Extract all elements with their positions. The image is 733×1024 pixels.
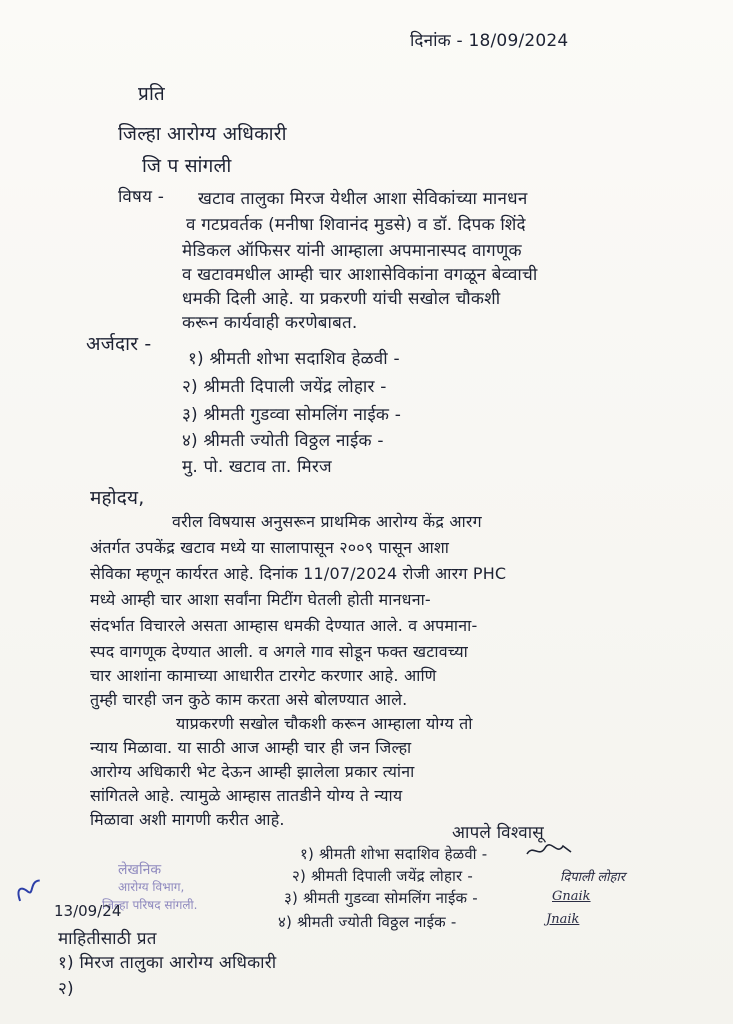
subject-label: विषय - [118, 187, 165, 207]
body-line: मिळावा अशी मागणी करीत आहे. [90, 810, 285, 829]
body-line: चार आशांना कामाच्या आधारीत टारगेट करणार आहे. आणि [90, 666, 437, 685]
subject-line: करून कार्यवाही करणेबाबत. [182, 313, 358, 333]
signatory-line: १) श्रीमती शोभा सदाशिव हेळवी - [300, 845, 488, 863]
body-line: मध्ये आम्ही चार आशा सर्वांना मिटींग घेतली होती मानधना- [90, 590, 431, 609]
letter-date: दिनांक - 18/09/2024 [410, 31, 569, 51]
stamp-handwritten-date: 13/09/24 [54, 902, 122, 920]
signatory-line: ४) श्रीमती ज्योती विठ्ठल नाईक - [278, 913, 457, 931]
info-copy-title: माहितीसाठी प्रत [58, 929, 157, 949]
stamp-office: जिल्हा परिषद सांगली. [102, 898, 198, 912]
signatory-line: २) श्रीमती दिपाली जयेंद्र लोहार - [292, 867, 473, 885]
subject-line: मेडिकल ऑफिसर यांनी आम्हाला अपमानास्पद वागणूक [182, 241, 522, 261]
closing: आपले विश्वासू [452, 823, 544, 843]
body-line: सांगितले आहे. त्यामुळे आम्हास तातडीने योग्य ते न्याय [90, 786, 403, 805]
signature-4: Jnaik [546, 912, 580, 927]
signature-1-scribble [525, 840, 575, 860]
recipient-line-1: जिल्हा आरोग्य अधिकारी [118, 123, 287, 145]
body-line: याप्रकरणी सखोल चौकशी करून आम्हाला योग्य तो [176, 714, 473, 733]
subject-line: खटाव तालुका मिरज येथील आशा सेविकांच्या मानधन [198, 189, 528, 209]
body-line: आरोग्य अधिकारी भेट देऊन आम्ही झालेला प्रकार त्यांना [90, 762, 415, 781]
subject-line: व खटावमधील आम्ही चार आशासेविकांना वगळून बेव्वाची [182, 265, 538, 285]
body-line: तुम्ही चारही जन कुठे काम करता असे बोलण्यात आले. [90, 690, 408, 709]
signature-2: दिपाली लोहार [560, 870, 626, 885]
salutation: महोदय, [90, 487, 145, 509]
body-line: न्याय मिळावा. या साठी आज आम्ही चार ही जन जिल्हा [90, 738, 412, 757]
applicant-item: २) श्रीमती दिपाली जयेंद्र लोहार - [182, 377, 387, 397]
subject-line: व गटप्रवर्तक (मनीषा शिवानंद मुडसे) व डॉ. दिपक शिंदे [186, 215, 526, 235]
signature-3: Gnaik [552, 889, 591, 904]
stamp-dept: आरोग्य विभाग, [118, 880, 185, 894]
applicant-item: १) श्रीमती शोभा सदाशिव हेळवी - [188, 349, 400, 369]
applicants-label: अर्जदार - [86, 333, 152, 355]
body-line: सेविका म्हणून कार्यरत आहे. दिनांक 11/07/2024 रोजी आरग PHC [90, 564, 507, 583]
applicant-address: मु. पो. खटाव ता. मिरज [182, 457, 332, 477]
body-line: स्पद वागणूक देण्यात आली. व अगले गाव सोडून फक्त खटावच्या [90, 642, 468, 661]
recipient-line-2: जि प सांगली [142, 155, 232, 177]
info-copy-item: १) मिरज तालुका आरोग्य अधिकारी [58, 953, 277, 973]
body-line: वरील विषयास अनुसरून प्राथमिक आरोग्य केंद्र आरग [172, 512, 482, 531]
body-line: संदर्भात विचारले असता आम्हास धमकी देण्यात आले. व अपमाना- [90, 616, 478, 635]
prati-label: प्रति [138, 83, 165, 105]
subject-line: धमकी दिली आहे. या प्रकरणी यांची सखोल चौकशी [182, 289, 501, 309]
applicant-item: ३) श्रीमती गुडव्वा सोमलिंग नाईक - [182, 405, 402, 425]
body-line: अंतर्गत उपकेंद्र खटाव मध्ये या सालापासून २००९ पासून आशा [90, 538, 450, 557]
blue-initials-mark [10, 870, 52, 911]
stamp-title: लेखनिक [118, 862, 162, 878]
info-copy-item: २) [58, 979, 74, 999]
applicant-item: ४) श्रीमती ज्योती विठ्ठल नाईक - [182, 431, 384, 451]
signatory-line: ३) श्रीमती गुडव्वा सोमलिंग नाईक - [284, 889, 478, 907]
